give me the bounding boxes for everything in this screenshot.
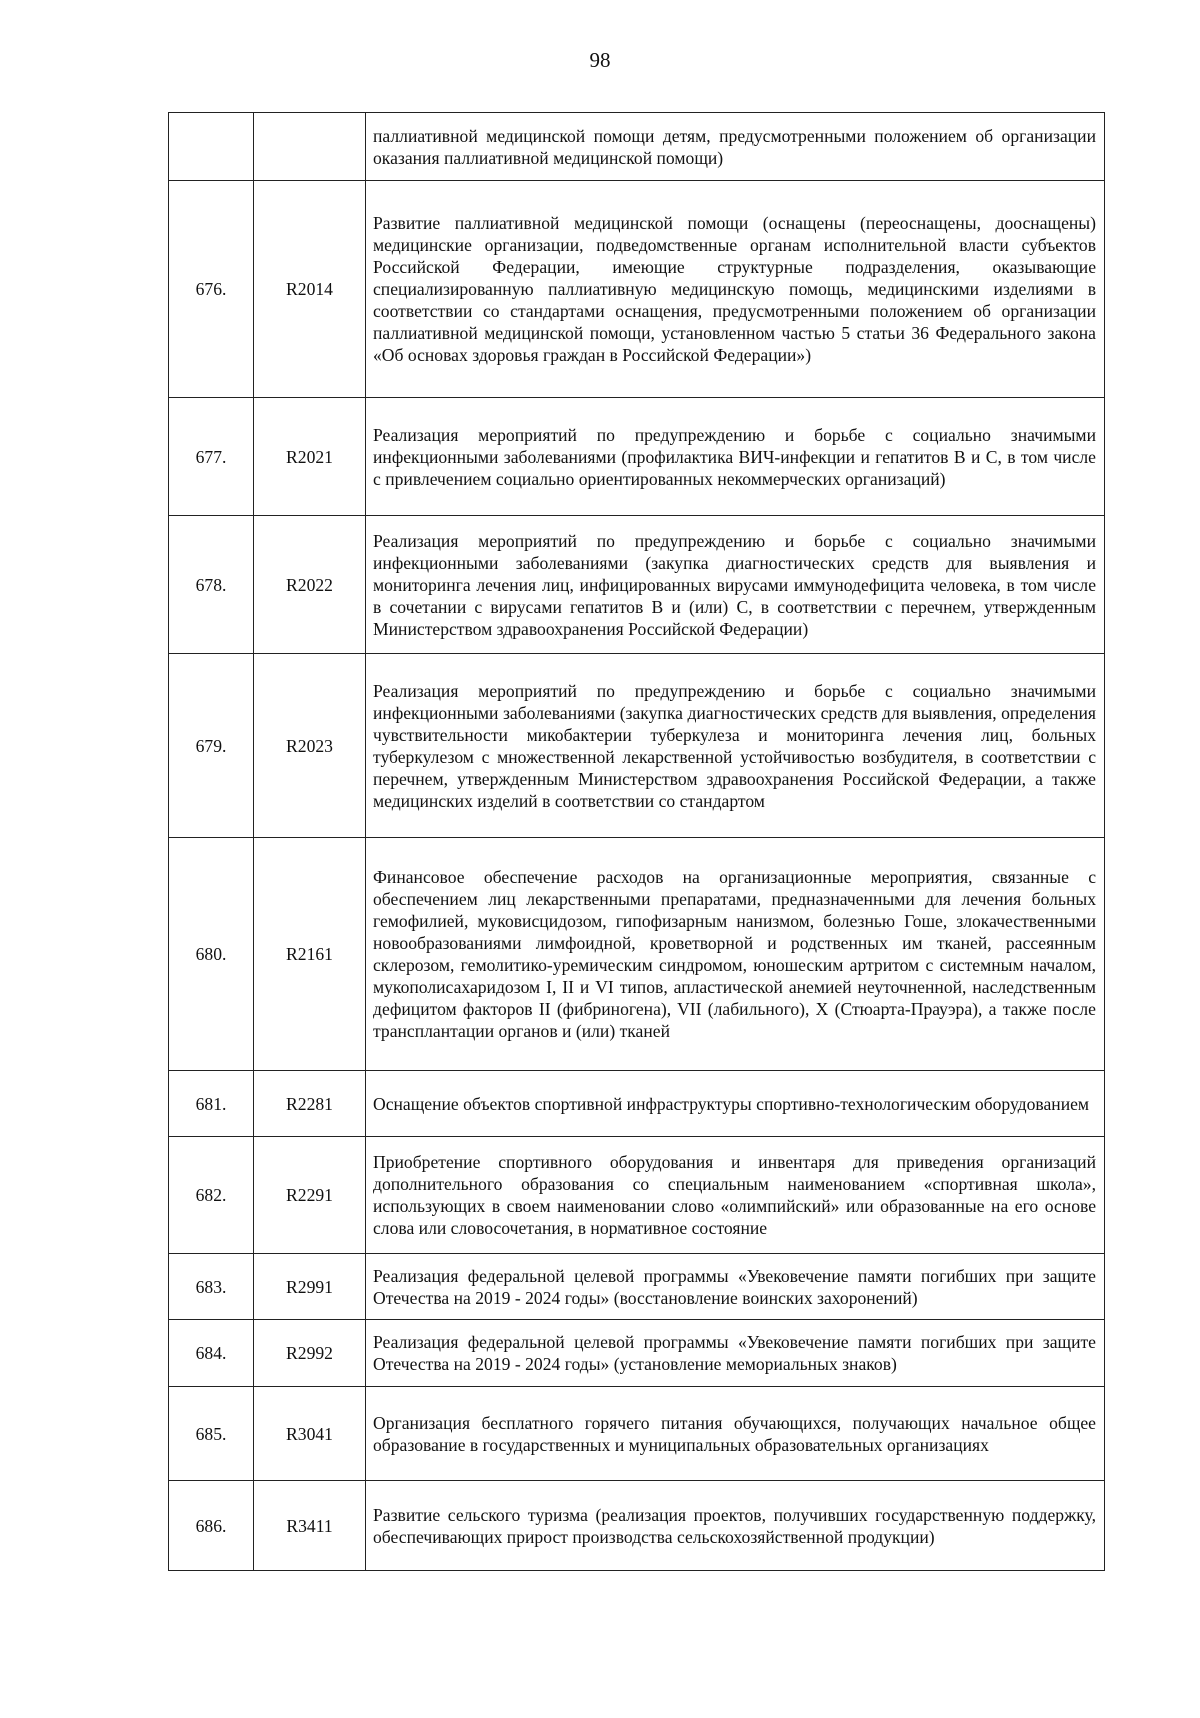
row-description <box>366 398 1105 516</box>
row-description <box>366 113 1105 181</box>
table-row <box>169 181 1105 398</box>
row-number: 679. <box>169 654 254 838</box>
row-description <box>366 1387 1105 1481</box>
row-number: 680. <box>169 838 254 1071</box>
row-description <box>366 516 1105 654</box>
row-number: 686. <box>169 1481 254 1571</box>
table-row <box>169 113 1105 181</box>
row-code: R2161 <box>254 838 366 1071</box>
row-description-text: Финансовое обеспечение расходов на организационные мероприятия, связанные с обеспечением лиц лекарственными препаратами, предназначенными для лечения больных гемофилией, муковисцидозом, гипофизарным нанизмом, болезнью Гоше, злокачественными новообразованиями лимфоидной, кроветворной и родственных им тканей, рассеянным склерозом, гемолитико-уремическим синдромом, юношеским артритом с системным началом, мукополисахаридозом I, II и VI типов, апластической анемией неуточненной, наследственным дефицитом факторов II (фибриногена), VII (лабильного), X (Стюарта-Прауэра), а также после трансплантации органов и (или) тканей <box>373 867 1096 1041</box>
row-code: R2291 <box>254 1137 366 1254</box>
row-description-text: Развитие сельского туризма (реализация проектов, получивших государственную поддержку, обеспечивающих прирост производства сельскохозяйственной продукции) <box>373 1504 1096 1547</box>
row-description <box>366 181 1105 398</box>
row-number: 683. <box>169 1254 254 1320</box>
row-code: R2022 <box>254 516 366 654</box>
row-description <box>366 654 1105 838</box>
row-number <box>169 113 254 181</box>
row-code: R3041 <box>254 1387 366 1481</box>
row-description <box>366 1137 1105 1254</box>
row-description <box>366 1481 1105 1571</box>
row-description-text: Реализация мероприятий по предупреждению и борьбе с социально значимыми инфекционными заболеваниями (закупка диагностических средств для выявления и мониторинга лечения лиц, инфицированных вирусами иммунодефицита человека, в том числе в сочетании с вирусами гепатитов В и (или) С, в соответствии с перечнем, утвержденным Министерством здравоохранения Российской Федерации) <box>373 530 1096 639</box>
row-description-text: Организация бесплатного горячего питания обучающихся, получающих начальное общее образование в государственных и муниципальных образовательных организациях <box>373 1412 1096 1455</box>
row-description-text: Оснащение объектов спортивной инфраструктуры спортивно-технологическим оборудованием <box>373 1093 1090 1114</box>
row-number: 676. <box>169 181 254 398</box>
row-description-text: Приобретение спортивного оборудования и инвентаря для приведения организаций дополнительного образования со специальным наименованием «спортивная школа», использующих в своем наименовании слово «олимпийский» или образованные на его основе слова или словосочетания, в нормативное состояние <box>373 1152 1096 1238</box>
row-description-text: Реализация мероприятий по предупреждению и борьбе с социально значимыми инфекционными заболеваниями (закупка диагностических средств для выявления, определения чувствительности микобактерии туберкулеза и мониторинга лечения лиц, больных туберкулезом с множественной лекарственной устойчивостью возбудителя, в соответствии с перечнем, утвержденным Министерством здравоохранения Российской Федерации, а также медицинских изделий в соответствии со стандартом <box>373 680 1096 811</box>
row-code: R2992 <box>254 1320 366 1387</box>
table-row <box>169 516 1105 654</box>
table-row <box>169 838 1105 1071</box>
table-row <box>169 1387 1105 1481</box>
row-description-text: паллиативной медицинской помощи детям, предусмотренными положением об организации оказания паллиативной медицинской помощи) <box>373 125 1096 168</box>
table-row <box>169 1481 1105 1571</box>
row-code: R2281 <box>254 1071 366 1137</box>
row-number: 684. <box>169 1320 254 1387</box>
row-description-text: Реализация федеральной целевой программы «Увековечение памяти погибших при защите Отечества на 2019 - 2024 годы» (восстановление воинских захоронений) <box>373 1265 1096 1308</box>
row-description-text: Реализация федеральной целевой программы «Увековечение памяти погибших при защите Отечества на 2019 - 2024 годы» (установление мемориальных знаков) <box>373 1332 1096 1374</box>
table-row <box>169 1071 1105 1137</box>
row-number: 678. <box>169 516 254 654</box>
table-row <box>169 1254 1105 1320</box>
row-number: 685. <box>169 1387 254 1481</box>
row-description-text: Реализация мероприятий по предупреждению и борьбе с социально значимыми инфекционными заболеваниями (профилактика ВИЧ-инфекции и гепатитов В и С, в том числе с привлечением социально ориентированных некоммерческих организаций) <box>373 424 1096 489</box>
row-description <box>366 1254 1105 1320</box>
page-number: 98 <box>589 48 611 72</box>
row-description <box>366 1320 1105 1387</box>
row-code: R2014 <box>254 181 366 398</box>
row-number: 682. <box>169 1137 254 1254</box>
row-code: R3411 <box>254 1481 366 1571</box>
row-number: 681. <box>169 1071 254 1137</box>
row-code <box>254 113 366 181</box>
row-number: 677. <box>169 398 254 516</box>
row-description <box>366 838 1105 1071</box>
table-row <box>169 654 1105 838</box>
row-code: R2021 <box>254 398 366 516</box>
row-code: R2023 <box>254 654 366 838</box>
row-description-text: Развитие паллиативной медицинской помощи (оснащены (переоснащены, дооснащены) медицинские организации, подведомственные органам исполнительной власти субъектов Российской Федерации, имеющие структурные подразделения, оказывающие специализированную паллиативную медицинскую помощь, медицинскими изделиями в соответствии со стандартами оснащения, предусмотренными положением об организации паллиативной медицинской помощи, установленном частью 5 статьи 36 Федерального закона «Об основах здоровья граждан в Российской Федерации») <box>373 213 1096 365</box>
table-row <box>169 398 1105 516</box>
budget-code-table <box>168 112 1105 1571</box>
row-description <box>366 1071 1105 1137</box>
table-row <box>169 1137 1105 1254</box>
table-row <box>169 1320 1105 1387</box>
row-code: R2991 <box>254 1254 366 1320</box>
